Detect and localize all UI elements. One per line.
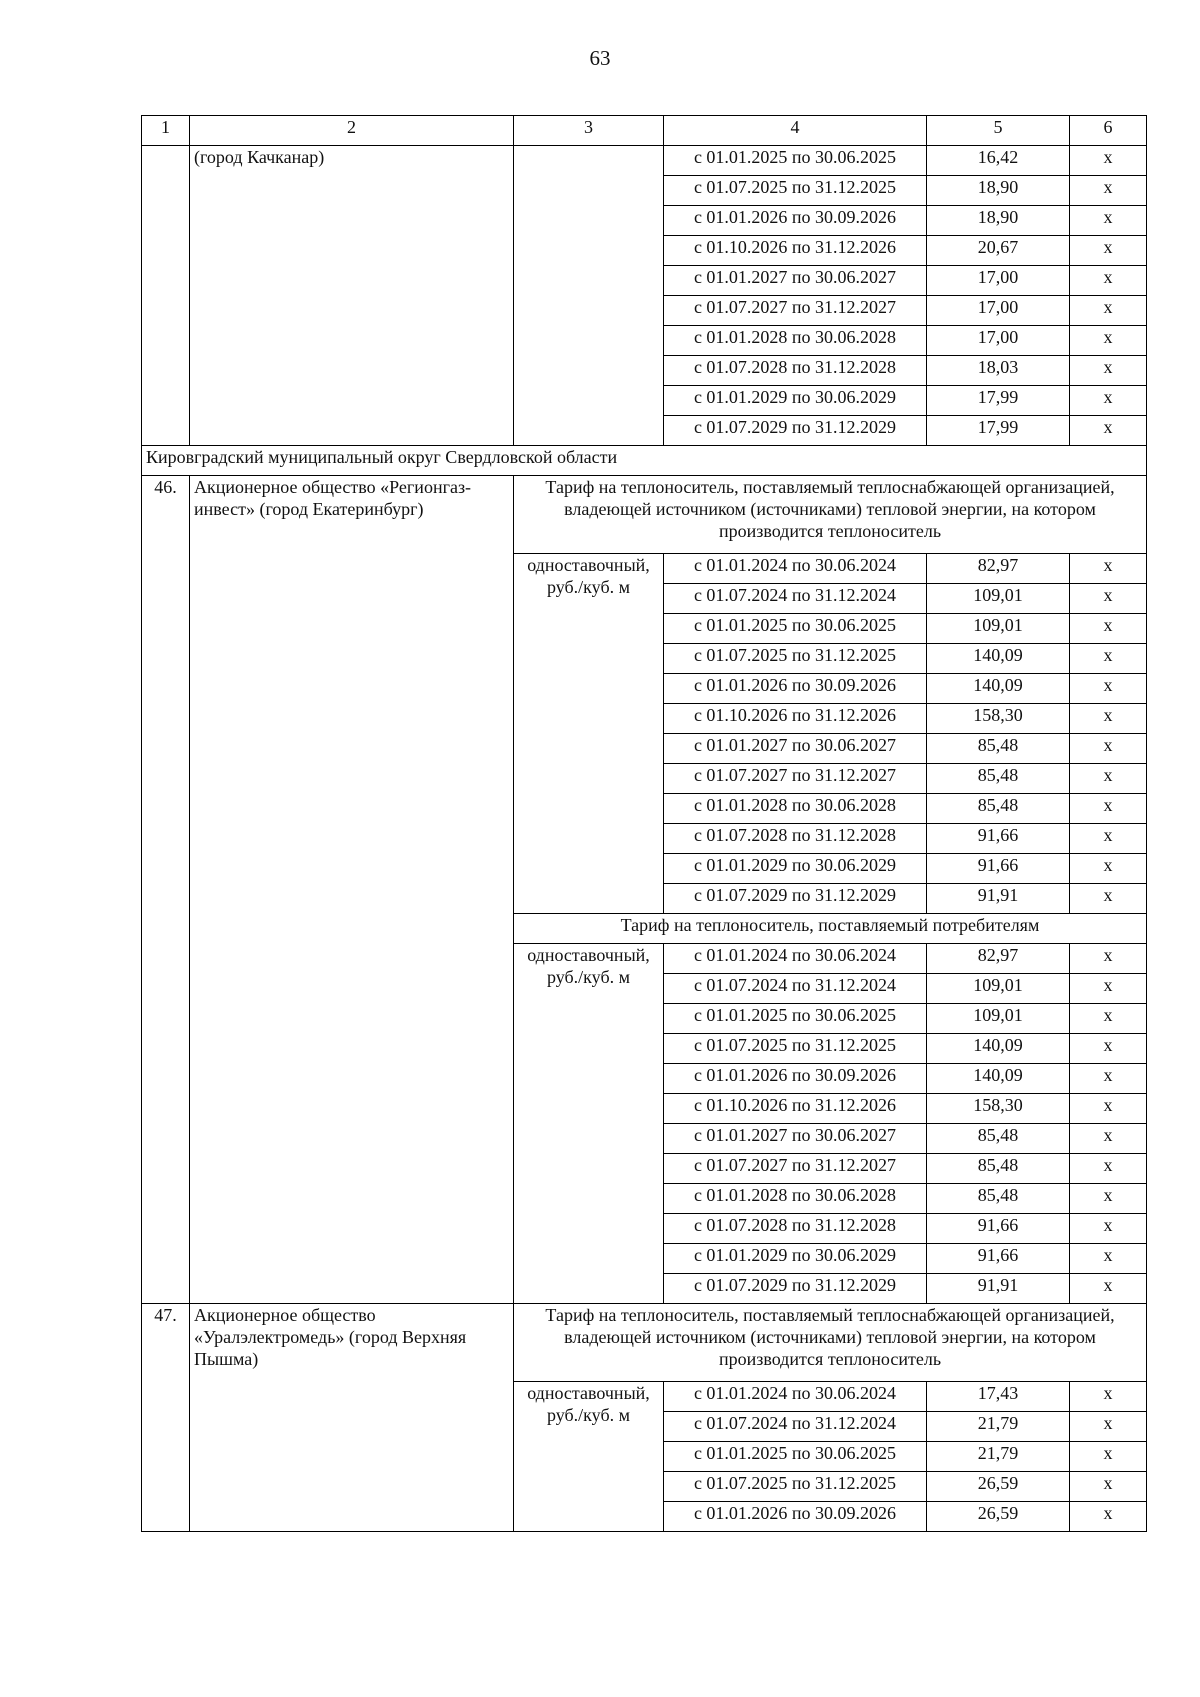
organization-name: Акционерное общество «Уралэлектромедь» (город Верхняя Пышма) bbox=[190, 1304, 514, 1532]
tariff-value-cell: 91,66 bbox=[927, 824, 1070, 854]
period-cell: с 01.01.2029 по 30.06.2029 bbox=[664, 854, 927, 884]
period-cell: с 01.10.2026 по 31.12.2026 bbox=[664, 236, 927, 266]
column6-cell: х bbox=[1070, 794, 1147, 824]
column6-cell: х bbox=[1070, 764, 1147, 794]
tariff-value-cell: 91,66 bbox=[927, 854, 1070, 884]
tariff-value-cell: 17,00 bbox=[927, 326, 1070, 356]
rate-type-cell: одноставочный, руб./куб. м bbox=[514, 1382, 664, 1532]
tariff-value-cell: 17,00 bbox=[927, 266, 1070, 296]
group-title-row bbox=[142, 476, 1147, 554]
period-cell: с 01.01.2024 по 30.06.2024 bbox=[664, 1382, 927, 1412]
column6-cell: х bbox=[1070, 356, 1147, 386]
tariff-value-cell: 17,00 bbox=[927, 296, 1070, 326]
tariff-table bbox=[141, 115, 1147, 1532]
tariff-value-cell: 17,99 bbox=[927, 416, 1070, 446]
column6-cell: х bbox=[1070, 1442, 1147, 1472]
period-cell: с 01.07.2027 по 31.12.2027 bbox=[664, 296, 927, 326]
period-cell: с 01.01.2029 по 30.06.2029 bbox=[664, 386, 927, 416]
period-cell: с 01.07.2029 по 31.12.2029 bbox=[664, 416, 927, 446]
period-cell: с 01.01.2024 по 30.06.2024 bbox=[664, 944, 927, 974]
tariff-value-cell: 18,90 bbox=[927, 206, 1070, 236]
column6-cell: х bbox=[1070, 1094, 1147, 1124]
group-title-row bbox=[142, 1304, 1147, 1382]
period-cell: с 01.07.2025 по 31.12.2025 bbox=[664, 1034, 927, 1064]
period-cell: с 01.01.2026 по 30.09.2026 bbox=[664, 1064, 927, 1094]
period-cell: с 01.01.2024 по 30.06.2024 bbox=[664, 554, 927, 584]
tariff-group-title: Тариф на теплоноситель, поставляемый теплоснабжающей организацией, владеющей источником (источниками) тепловой энергии, на котором производится теплоноситель bbox=[514, 476, 1147, 554]
column6-cell: х bbox=[1070, 1034, 1147, 1064]
period-cell: с 01.01.2025 по 30.06.2025 bbox=[664, 1004, 927, 1034]
period-cell: с 01.07.2028 по 31.12.2028 bbox=[664, 824, 927, 854]
region-row bbox=[142, 446, 1147, 476]
column6-cell: х bbox=[1070, 644, 1147, 674]
column6-cell: х bbox=[1070, 1154, 1147, 1184]
column6-cell: х bbox=[1070, 1184, 1147, 1214]
header-row bbox=[142, 116, 1147, 146]
column6-cell: х bbox=[1070, 1064, 1147, 1094]
tariff-value-cell: 158,30 bbox=[927, 1094, 1070, 1124]
column6-cell: х bbox=[1070, 1502, 1147, 1532]
tariff-value-cell: 20,67 bbox=[927, 236, 1070, 266]
column6-cell: х bbox=[1070, 236, 1147, 266]
period-cell: с 01.07.2025 по 31.12.2025 bbox=[664, 1472, 927, 1502]
column-header-3: 3 bbox=[514, 116, 664, 146]
period-cell: с 01.07.2028 по 31.12.2028 bbox=[664, 1214, 927, 1244]
column6-cell: х bbox=[1070, 584, 1147, 614]
tariff-value-cell: 91,66 bbox=[927, 1214, 1070, 1244]
column6-cell: х bbox=[1070, 1412, 1147, 1442]
column6-cell: х bbox=[1070, 206, 1147, 236]
period-cell: с 01.07.2028 по 31.12.2028 bbox=[664, 356, 927, 386]
column6-cell: х bbox=[1070, 296, 1147, 326]
tariff-value-cell: 17,43 bbox=[927, 1382, 1070, 1412]
column6-cell: х bbox=[1070, 1004, 1147, 1034]
column6-cell: х bbox=[1070, 824, 1147, 854]
column6-cell: х bbox=[1070, 1124, 1147, 1154]
period-cell: с 01.01.2026 по 30.09.2026 bbox=[664, 674, 927, 704]
period-cell: с 01.07.2025 по 31.12.2025 bbox=[664, 644, 927, 674]
tariff-value-cell: 82,97 bbox=[927, 554, 1070, 584]
column-header-6: 6 bbox=[1070, 116, 1147, 146]
period-cell: с 01.01.2025 по 30.06.2025 bbox=[664, 1442, 927, 1472]
column6-cell: х bbox=[1070, 1472, 1147, 1502]
tariff-value-cell: 85,48 bbox=[927, 1124, 1070, 1154]
period-cell: с 01.10.2026 по 31.12.2026 bbox=[664, 704, 927, 734]
period-cell: с 01.01.2026 по 30.09.2026 bbox=[664, 1502, 927, 1532]
tariff-value-cell: 91,91 bbox=[927, 884, 1070, 914]
column6-cell: х bbox=[1070, 614, 1147, 644]
tariff-value-cell: 91,66 bbox=[927, 1244, 1070, 1274]
tariff-group-title: Тариф на теплоноситель, поставляемый потребителям bbox=[514, 914, 1147, 944]
region-heading: Кировградский муниципальный округ Свердловской области bbox=[142, 446, 1147, 476]
column6-cell: х bbox=[1070, 1244, 1147, 1274]
period-cell: с 01.07.2024 по 31.12.2024 bbox=[664, 1412, 927, 1442]
tariff-value-cell: 85,48 bbox=[927, 764, 1070, 794]
column6-cell: х bbox=[1070, 416, 1147, 446]
column6-cell: х bbox=[1070, 176, 1147, 206]
column6-cell: х bbox=[1070, 674, 1147, 704]
rate-type-cell: одноставочный, руб./куб. м bbox=[514, 944, 664, 1304]
period-cell: с 01.07.2027 по 31.12.2027 bbox=[664, 764, 927, 794]
column6-cell: х bbox=[1070, 1274, 1147, 1304]
column6-cell: х bbox=[1070, 704, 1147, 734]
period-cell: с 01.01.2027 по 30.06.2027 bbox=[664, 266, 927, 296]
organization-name: Акционерное общество «Регионгаз-инвест» (город Екатеринбург) bbox=[190, 476, 514, 1304]
period-cell: с 01.01.2027 по 30.06.2027 bbox=[664, 734, 927, 764]
period-cell: с 01.07.2025 по 31.12.2025 bbox=[664, 176, 927, 206]
rate-type-cell: одноставочный, руб./куб. м bbox=[514, 554, 664, 914]
column6-cell: х bbox=[1070, 146, 1147, 176]
period-cell: с 01.07.2024 по 31.12.2024 bbox=[664, 584, 927, 614]
tariff-value-cell: 18,90 bbox=[927, 176, 1070, 206]
column6-cell: х bbox=[1070, 554, 1147, 584]
column-header-1: 1 bbox=[142, 116, 190, 146]
period-cell: с 01.01.2026 по 30.09.2026 bbox=[664, 206, 927, 236]
period-cell: с 01.01.2025 по 30.06.2025 bbox=[664, 146, 927, 176]
number-cell bbox=[142, 146, 190, 446]
period-cell: с 01.01.2025 по 30.06.2025 bbox=[664, 614, 927, 644]
column6-cell: х bbox=[1070, 266, 1147, 296]
tariff-value-cell: 21,79 bbox=[927, 1412, 1070, 1442]
column6-cell: х bbox=[1070, 734, 1147, 764]
period-cell: с 01.07.2027 по 31.12.2027 bbox=[664, 1154, 927, 1184]
period-cell: с 01.01.2029 по 30.06.2029 bbox=[664, 1244, 927, 1274]
column-header-4: 4 bbox=[664, 116, 927, 146]
tariff-value-cell: 109,01 bbox=[927, 1004, 1070, 1034]
page-number: 63 bbox=[589, 46, 611, 70]
organization-cell: (город Качканар) bbox=[190, 146, 514, 446]
tariff-value-cell: 85,48 bbox=[927, 734, 1070, 764]
column6-cell: х bbox=[1070, 386, 1147, 416]
period-cell: с 01.01.2028 по 30.06.2028 bbox=[664, 794, 927, 824]
period-cell: с 01.01.2028 по 30.06.2028 bbox=[664, 326, 927, 356]
tariff-value-cell: 26,59 bbox=[927, 1502, 1070, 1532]
tariff-value-cell: 109,01 bbox=[927, 614, 1070, 644]
period-cell: с 01.07.2029 по 31.12.2029 bbox=[664, 1274, 927, 1304]
tariff-value-cell: 109,01 bbox=[927, 584, 1070, 614]
tariff-group-title: Тариф на теплоноситель, поставляемый теплоснабжающей организацией, владеющей источником (источниками) тепловой энергии, на котором производится теплоноситель bbox=[514, 1304, 1147, 1382]
period-cell: с 01.07.2024 по 31.12.2024 bbox=[664, 974, 927, 1004]
entry-number: 46. bbox=[142, 476, 190, 1304]
tariff-value-cell: 85,48 bbox=[927, 1184, 1070, 1214]
period-cell: с 01.07.2029 по 31.12.2029 bbox=[664, 884, 927, 914]
tariff-value-cell: 140,09 bbox=[927, 1034, 1070, 1064]
tariff-value-cell: 18,03 bbox=[927, 356, 1070, 386]
rate-type-cell bbox=[514, 146, 664, 446]
column6-cell: х bbox=[1070, 1382, 1147, 1412]
tariff-value-cell: 140,09 bbox=[927, 674, 1070, 704]
tariff-value-cell: 91,91 bbox=[927, 1274, 1070, 1304]
entry-number: 47. bbox=[142, 1304, 190, 1532]
tariff-value-cell: 158,30 bbox=[927, 704, 1070, 734]
tariff-value-cell: 109,01 bbox=[927, 974, 1070, 1004]
column6-cell: х bbox=[1070, 884, 1147, 914]
tariff-value-cell: 82,97 bbox=[927, 944, 1070, 974]
period-cell: с 01.10.2026 по 31.12.2026 bbox=[664, 1094, 927, 1124]
period-cell: с 01.01.2027 по 30.06.2027 bbox=[664, 1124, 927, 1154]
column6-cell: х bbox=[1070, 944, 1147, 974]
tariff-table-body bbox=[142, 116, 1147, 1532]
column-header-5: 5 bbox=[927, 116, 1070, 146]
table-row bbox=[142, 146, 1147, 176]
column6-cell: х bbox=[1070, 326, 1147, 356]
tariff-value-cell: 140,09 bbox=[927, 1064, 1070, 1094]
period-cell: с 01.01.2028 по 30.06.2028 bbox=[664, 1184, 927, 1214]
tariff-value-cell: 26,59 bbox=[927, 1472, 1070, 1502]
column-header-2: 2 bbox=[190, 116, 514, 146]
tariff-value-cell: 140,09 bbox=[927, 644, 1070, 674]
tariff-value-cell: 16,42 bbox=[927, 146, 1070, 176]
tariff-value-cell: 21,79 bbox=[927, 1442, 1070, 1472]
column6-cell: х bbox=[1070, 974, 1147, 1004]
column6-cell: х bbox=[1070, 1214, 1147, 1244]
tariff-value-cell: 85,48 bbox=[927, 1154, 1070, 1184]
column6-cell: х bbox=[1070, 854, 1147, 884]
tariff-value-cell: 17,99 bbox=[927, 386, 1070, 416]
tariff-value-cell: 85,48 bbox=[927, 794, 1070, 824]
